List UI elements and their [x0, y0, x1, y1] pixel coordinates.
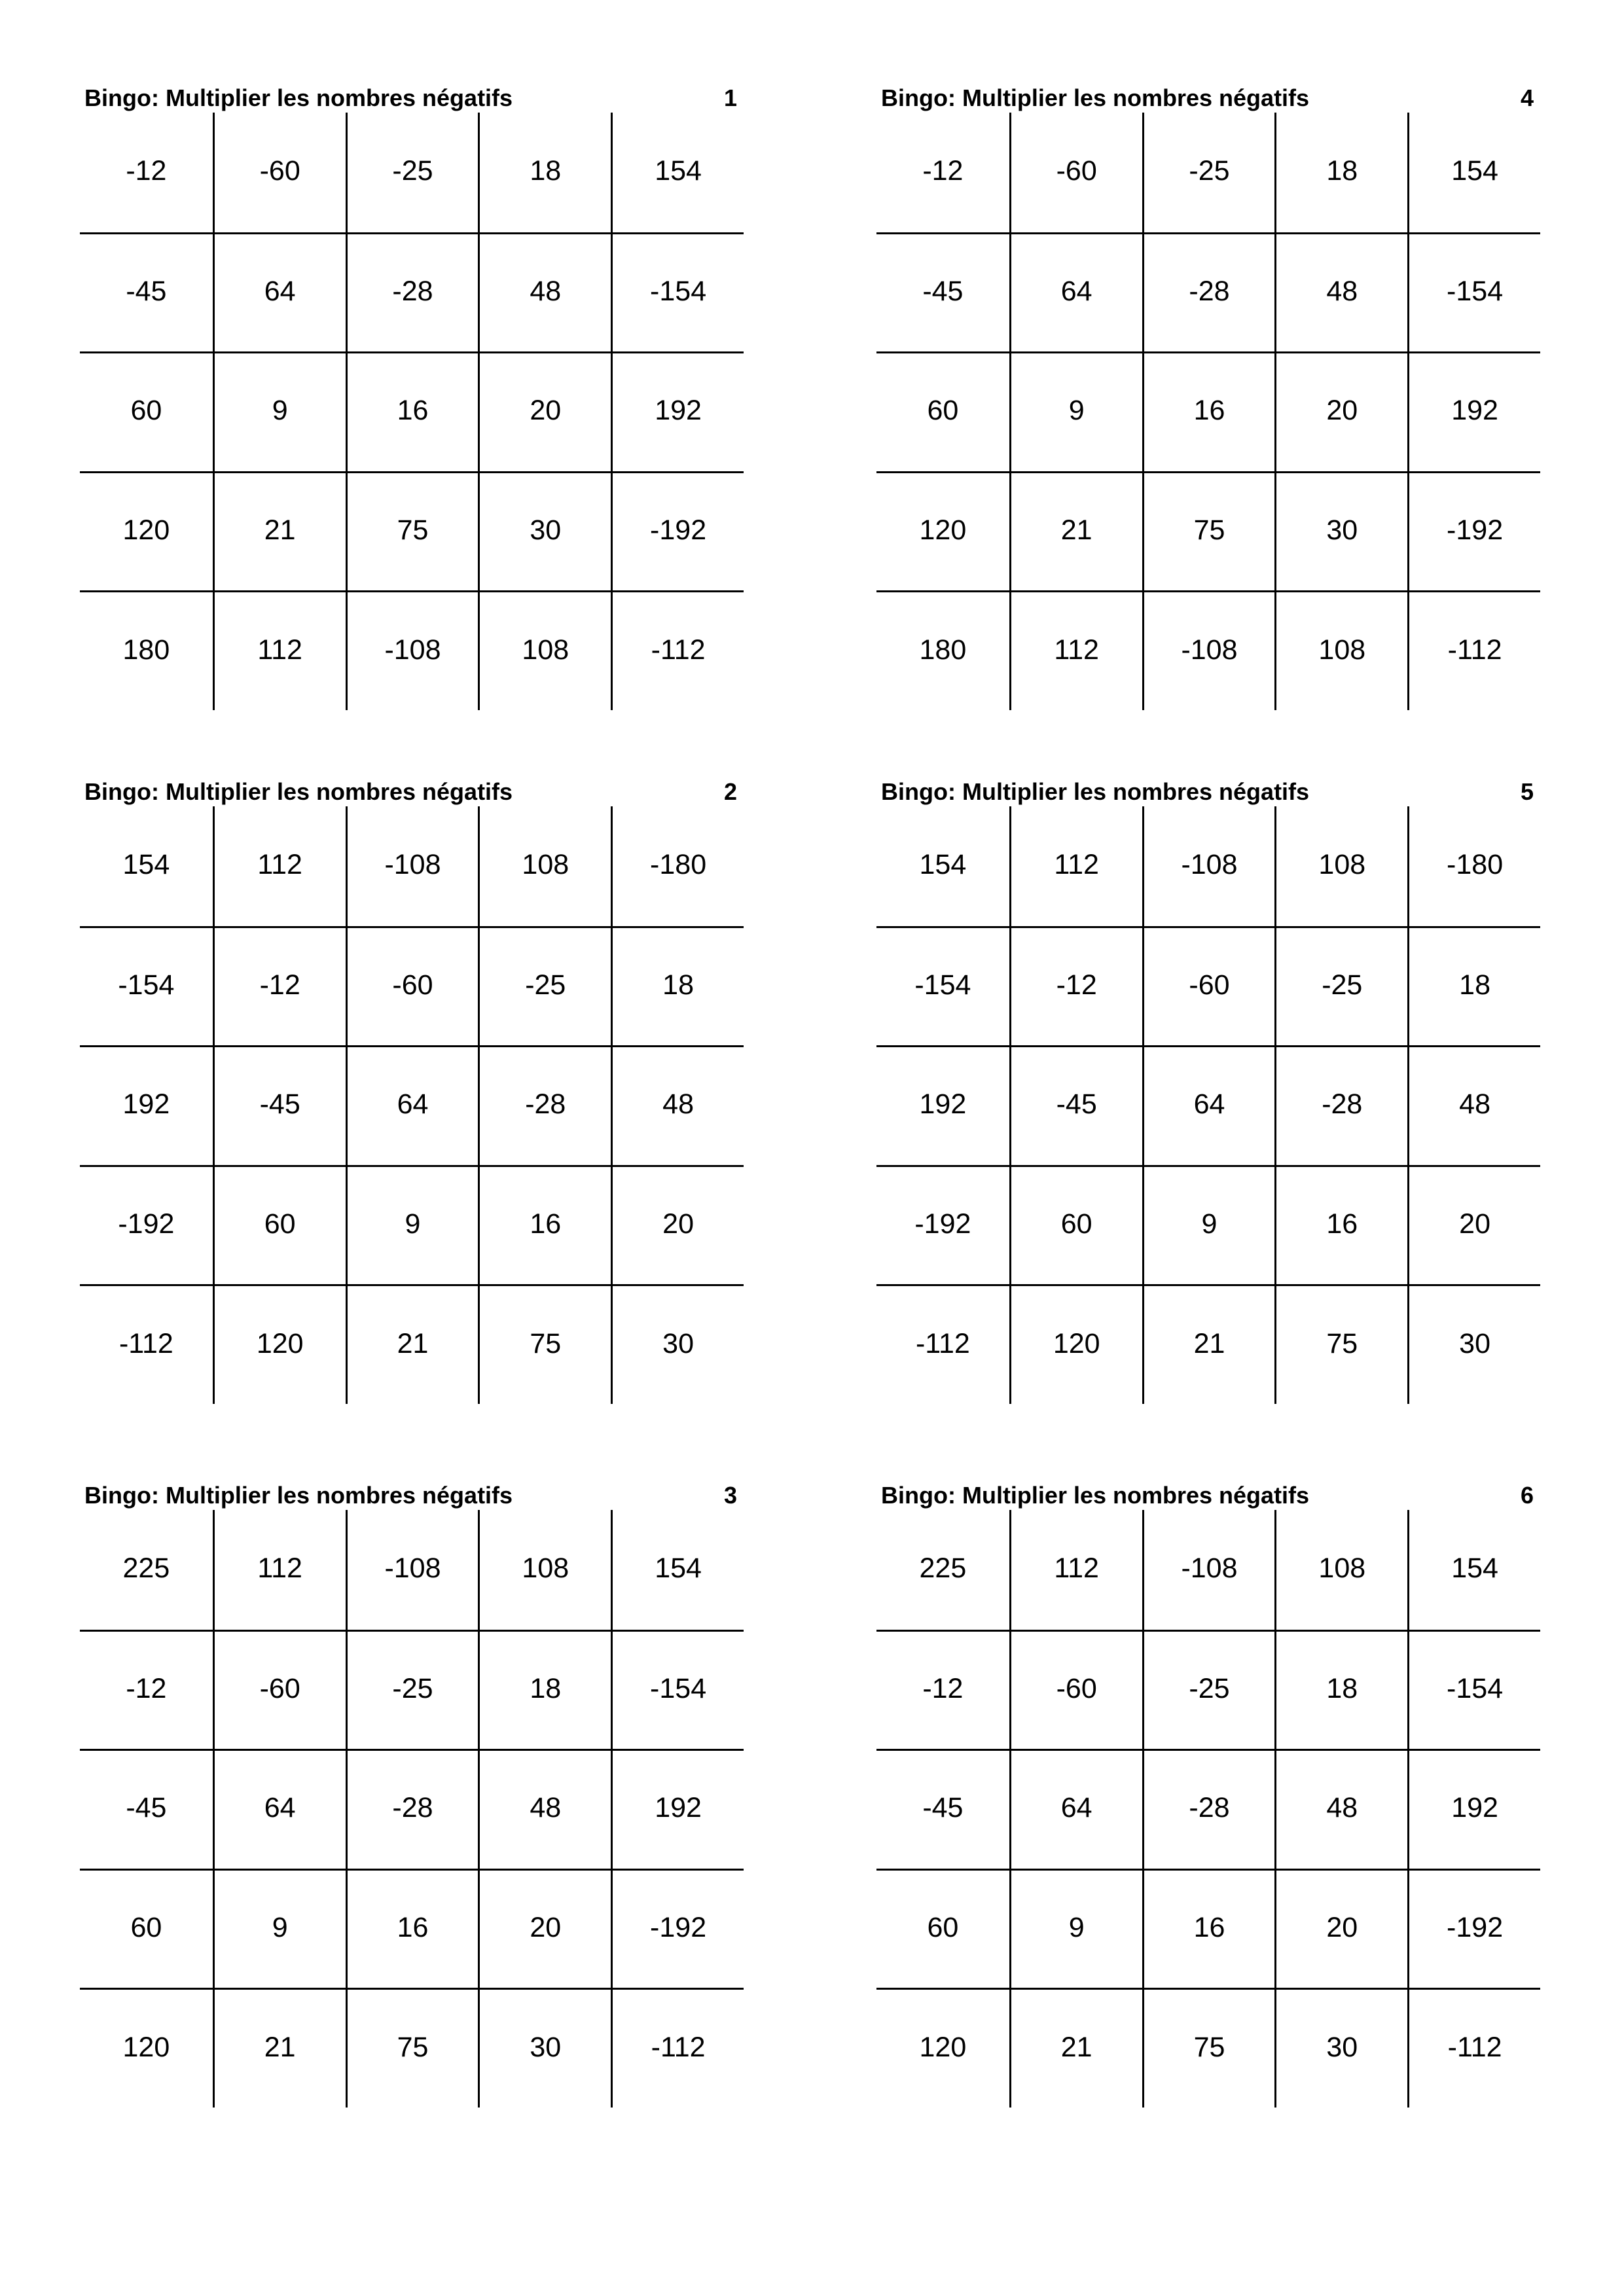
grid-cell: 20	[1274, 351, 1407, 471]
grid-cell: -192	[80, 1165, 213, 1285]
grid-cell: -112	[80, 1284, 213, 1404]
grid-cell: 64	[213, 232, 346, 352]
grid-cell: -28	[1142, 232, 1275, 352]
grid-cell: 30	[478, 471, 611, 591]
grid-cell: 16	[346, 351, 478, 471]
grid-cell: -45	[1009, 1045, 1142, 1165]
grid-cell: -192	[611, 471, 744, 591]
grid-cell: -60	[1009, 1630, 1142, 1749]
card-title: Bingo: Multiplier les nombres négatifs	[84, 84, 513, 111]
bingo-grid	[876, 806, 1540, 1404]
grid-cell: 108	[1274, 590, 1407, 710]
grid-cell: 18	[478, 1630, 611, 1749]
card-header	[876, 772, 1540, 812]
grid-cell: -25	[1142, 113, 1275, 232]
grid-cell: 48	[1274, 232, 1407, 352]
grid-cell: -108	[1142, 1510, 1275, 1630]
grid-cell: 120	[876, 1988, 1009, 2108]
grid-cell: -112	[876, 1284, 1009, 1404]
grid-cell: 20	[478, 1869, 611, 1988]
grid-cell: 120	[1009, 1284, 1142, 1404]
grid-cell: 60	[876, 351, 1009, 471]
grid-cell: -192	[1407, 1869, 1540, 1988]
grid-cell: 120	[80, 1988, 213, 2108]
grid-cell: 60	[876, 1869, 1009, 1988]
grid-cell: 108	[478, 1510, 611, 1630]
card-header	[876, 79, 1540, 118]
grid-cell: 18	[1407, 926, 1540, 1046]
grid-cell: 154	[122, 848, 170, 880]
grid-cell: 9	[1142, 1165, 1275, 1285]
grid-cell: -12	[1009, 926, 1142, 1046]
grid-cell: 16	[1142, 1869, 1275, 1988]
grid-cell: 21	[346, 1284, 478, 1404]
grid-cell: 16	[478, 1165, 611, 1285]
grid-cell: 112	[1009, 806, 1142, 926]
grid-cell: 120	[213, 1284, 346, 1404]
grid-cell: -108	[346, 590, 478, 710]
card-title: Bingo: Multiplier les nombres négatifs	[881, 84, 1310, 111]
grid-cell: -12	[876, 1630, 1009, 1749]
bingo-grid	[876, 1510, 1540, 2108]
bingo-grid	[80, 113, 744, 710]
grid-cell: -192	[876, 1165, 1009, 1285]
grid-cell: 21	[1009, 1988, 1142, 2108]
grid-cell: 154	[1407, 1510, 1540, 1630]
grid-cell: -154	[611, 1630, 744, 1749]
grid-cell: 64	[346, 1045, 478, 1165]
grid-cell: 225	[919, 1552, 967, 1584]
grid-cell: -28	[346, 232, 478, 352]
bingo-grid	[80, 806, 744, 1404]
grid-cell: 75	[1142, 1988, 1275, 2108]
grid-cell: 18	[478, 113, 611, 232]
grid-cell: 18	[1274, 1630, 1407, 1749]
grid-cell: -112	[1407, 1988, 1540, 2108]
grid-cell: 48	[1274, 1749, 1407, 1869]
grid-cell: -12	[213, 926, 346, 1046]
grid-cell: 48	[478, 1749, 611, 1869]
grid-cell: -60	[213, 1630, 346, 1749]
grid-cell: 30	[1407, 1284, 1540, 1404]
grid-cell: -25	[346, 113, 478, 232]
grid-cell: 192	[611, 1749, 744, 1869]
grid-cell: 225	[122, 1552, 170, 1584]
bingo-grid	[80, 1510, 744, 2108]
grid-cell: 60	[80, 351, 213, 471]
grid-cell: -112	[611, 590, 744, 710]
grid-cell: 18	[611, 926, 744, 1046]
card-title: Bingo: Multiplier les nombres négatifs	[84, 778, 513, 805]
grid-cell: 180	[876, 590, 1009, 710]
grid-cell: 112	[213, 590, 346, 710]
grid-cell: -108	[1142, 806, 1275, 926]
grid-cell: 108	[1274, 806, 1407, 926]
grid-cell: -45	[876, 232, 1009, 352]
grid-cell: -12	[80, 1630, 213, 1749]
grid-cell: 16	[346, 1869, 478, 1988]
grid-cell: 60	[213, 1165, 346, 1285]
grid-cell: 48	[611, 1045, 744, 1165]
grid-cell: -154	[1407, 1630, 1540, 1749]
grid-cell: 192	[80, 1045, 213, 1165]
grid-cell: -25	[346, 1630, 478, 1749]
grid-cell: 75	[478, 1284, 611, 1404]
card-header	[80, 1476, 744, 1515]
grid-cell: 75	[346, 1988, 478, 2108]
grid-cell: 9	[213, 351, 346, 471]
grid-cell: -28	[346, 1749, 478, 1869]
grid-cell: -108	[346, 1510, 478, 1630]
grid-cell: 9	[213, 1869, 346, 1988]
grid-cell: -154	[876, 926, 1009, 1046]
grid-cell: 154	[1407, 113, 1540, 232]
grid-cell: -45	[213, 1045, 346, 1165]
grid-cell: 108	[478, 806, 611, 926]
grid-cell: 120	[80, 471, 213, 591]
grid-cell: 75	[1274, 1284, 1407, 1404]
grid-cell: 192	[876, 1045, 1009, 1165]
grid-cell: 21	[1009, 471, 1142, 591]
grid-cell: 64	[1009, 232, 1142, 352]
grid-cell: -60	[213, 113, 346, 232]
grid-cell: 154	[919, 848, 967, 880]
grid-cell: 9	[346, 1165, 478, 1285]
grid-cell: -154	[1407, 232, 1540, 352]
grid-cell: 180	[80, 590, 213, 710]
grid-cell: 21	[213, 1988, 346, 2108]
grid-cell: 21	[1142, 1284, 1275, 1404]
card-title: Bingo: Multiplier les nombres négatifs	[84, 1482, 513, 1509]
grid-cell: 75	[1142, 471, 1275, 591]
grid-cell: -192	[611, 1869, 744, 1988]
grid-cell: 20	[611, 1165, 744, 1285]
grid-cell: -60	[1142, 926, 1275, 1046]
grid-cell: 20	[1274, 1869, 1407, 1988]
grid-cell: 64	[213, 1749, 346, 1869]
grid-cell: -45	[876, 1749, 1009, 1869]
grid-cell: -28	[1142, 1749, 1275, 1869]
grid-cell: 75	[346, 471, 478, 591]
grid-cell: -25	[478, 926, 611, 1046]
grid-cell: -28	[1274, 1045, 1407, 1165]
grid-cell: 9	[1009, 351, 1142, 471]
grid-cell: -192	[1407, 471, 1540, 591]
grid-cell: 30	[1274, 471, 1407, 591]
grid-cell: -154	[80, 926, 213, 1046]
grid-cell: 30	[478, 1988, 611, 2108]
card-header	[80, 772, 744, 812]
grid-cell: -25	[1142, 1630, 1275, 1749]
card-number: 6	[1520, 1482, 1534, 1509]
grid-cell: 60	[1009, 1165, 1142, 1285]
grid-cell: 16	[1274, 1165, 1407, 1285]
grid-cell: 192	[1407, 351, 1540, 471]
card-title: Bingo: Multiplier les nombres négatifs	[881, 778, 1310, 805]
grid-cell: -60	[346, 926, 478, 1046]
card-number: 3	[723, 1482, 737, 1509]
grid-cell: -108	[1142, 590, 1275, 710]
grid-cell: -25	[1274, 926, 1407, 1046]
grid-cell: 64	[1142, 1045, 1275, 1165]
grid-cell: 192	[1407, 1749, 1540, 1869]
grid-cell: -45	[80, 232, 213, 352]
grid-cell: -12	[126, 154, 167, 187]
grid-cell: -108	[346, 806, 478, 926]
grid-cell: 21	[213, 471, 346, 591]
grid-cell: 16	[1142, 351, 1275, 471]
grid-cell: 9	[1009, 1869, 1142, 1988]
grid-cell: 108	[1274, 1510, 1407, 1630]
grid-cell: 64	[1009, 1749, 1142, 1869]
card-number: 5	[1520, 778, 1534, 805]
grid-cell: 112	[1009, 1510, 1142, 1630]
grid-cell: 18	[1274, 113, 1407, 232]
grid-cell: 20	[478, 351, 611, 471]
grid-cell: -180	[1407, 806, 1540, 926]
grid-cell: 154	[611, 1510, 744, 1630]
grid-cell: 112	[213, 806, 346, 926]
grid-cell: 112	[213, 1510, 346, 1630]
grid-cell: -12	[922, 154, 964, 187]
grid-cell: -180	[611, 806, 744, 926]
grid-cell: 112	[1009, 590, 1142, 710]
card-number: 1	[723, 84, 737, 111]
card-header	[876, 1476, 1540, 1515]
grid-cell: 30	[1274, 1988, 1407, 2108]
card-header	[80, 79, 744, 118]
grid-cell: -45	[80, 1749, 213, 1869]
grid-cell: 120	[876, 471, 1009, 591]
grid-cell: 108	[478, 590, 611, 710]
card-number: 4	[1520, 84, 1534, 111]
card-title: Bingo: Multiplier les nombres négatifs	[881, 1482, 1310, 1509]
grid-cell: 30	[611, 1284, 744, 1404]
grid-cell: 48	[1407, 1045, 1540, 1165]
grid-cell: 192	[611, 351, 744, 471]
grid-cell: -60	[1009, 113, 1142, 232]
grid-cell: -112	[611, 1988, 744, 2108]
bingo-grid	[876, 113, 1540, 710]
grid-cell: 48	[478, 232, 611, 352]
grid-cell: -112	[1407, 590, 1540, 710]
grid-cell: -28	[478, 1045, 611, 1165]
card-number: 2	[723, 778, 737, 805]
grid-cell: 20	[1407, 1165, 1540, 1285]
grid-cell: 154	[611, 113, 744, 232]
grid-cell: 60	[80, 1869, 213, 1988]
grid-cell: -154	[611, 232, 744, 352]
